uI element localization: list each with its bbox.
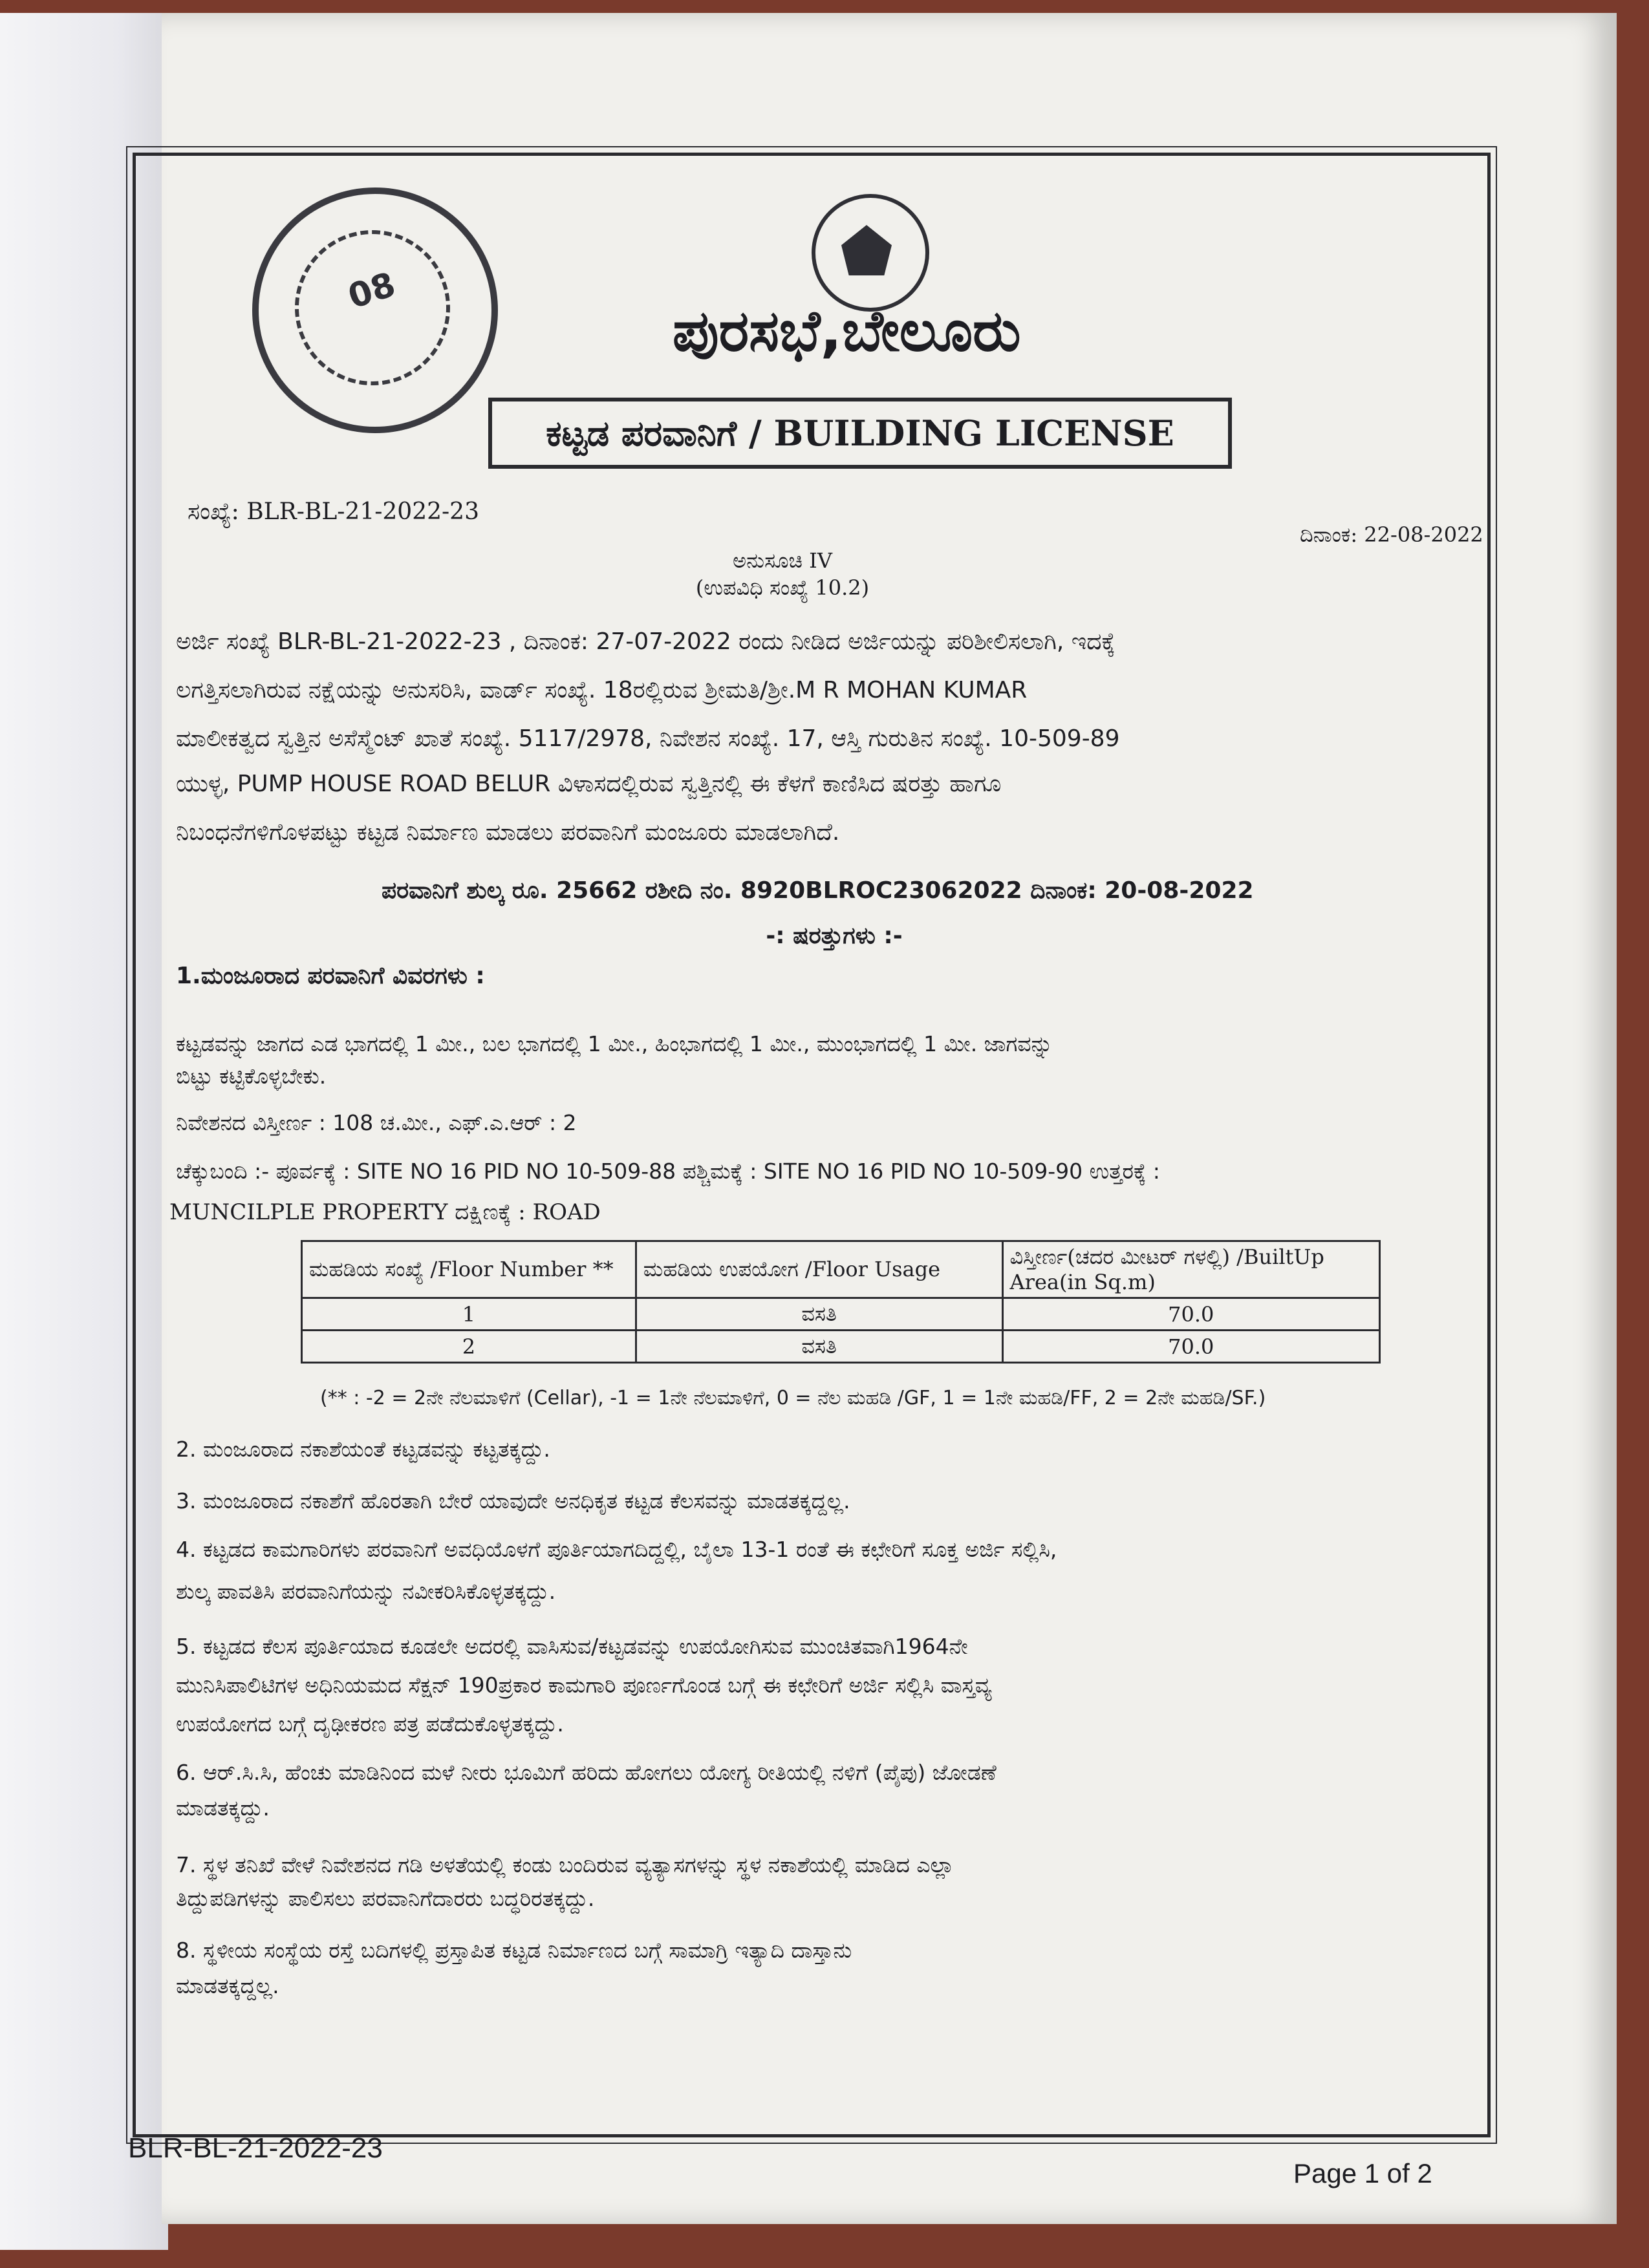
- table-cell: ವಸತಿ: [636, 1298, 1002, 1331]
- table-row: [302, 1331, 1380, 1363]
- license-title-box: [488, 398, 1232, 469]
- schedule-label: ಅನುಸೂಚಿ IV: [733, 548, 832, 573]
- condition-8-line-1: 8. ಸ್ಥಳೀಯ ಸಂಸ್ಥೆಯ ರಸ್ತೆ ಬದಿಗಳಲ್ಲಿ ಪ್ರಸ್ತಾಪಿತ ಕಟ್ಟಡ ನಿರ್ಮಾಣದ ಬಗ್ಗೆ ಸಾಮಾಗ್ರಿ ಇತ್ಯಾದಿ ದಾಸ್ತಾನು: [176, 1938, 852, 1963]
- table-header-row: [302, 1241, 1380, 1298]
- intro-line-2: ಲಗತ್ತಿಸಲಾಗಿರುವ ನಕ್ಷೆಯನ್ನು ಅನುಸರಿಸಿ, ವಾರ್ಡ್ ಸಂಖ್ಯೆ. 18ರಲ್ಲಿರುವ ಶ್ರೀಮತಿ/ಶ್ರೀ.M R MOHAN KUMAR: [176, 677, 1028, 703]
- section1-heading: 1.ಮಂಜೂರಾದ ಪರವಾನಿಗೆ ವಿವರಗಳು :: [176, 963, 485, 989]
- column-header: ಮಹಡಿಯ ಉಪಯೋಗ /Floor Usage: [636, 1241, 1002, 1298]
- floor-table-note: (** : -2 = 2ನೇ ನೆಲಮಾಳಿಗೆ (Cellar), -1 = 1ನೇ ನೆಲಮಾಳಿಗೆ, 0 = ನೆಲ ಮಹಡಿ /GF, 1 = 1ನೇ ಮಹಡಿ/FF, 2 = 2ನೇ ಮಹಡಿ/SF.): [320, 1387, 1266, 1409]
- condition-7-line-2: ತಿದ್ದುಪಡಿಗಳನ್ನು ಪಾಲಿಸಲು ಪರವಾನಿಗೆದಾರರು ಬದ್ಧರಿರತಕ್ಕದ್ದು.: [176, 1886, 595, 1911]
- column-header: ಮಹಡಿಯ ಸಂಖ್ಯೆ /Floor Number **: [302, 1241, 636, 1298]
- table-cell: ವಸತಿ: [636, 1331, 1002, 1363]
- setback-line-1: ಕಟ್ಟಡವನ್ನು ಜಾಗದ ಎಡ ಭಾಗದಲ್ಲಿ 1 ಮೀ., ಬಲ ಭಾಗದಲ್ಲಿ 1 ಮೀ., ಹಿಂಭಾಗದಲ್ಲಿ 1 ಮೀ., ಮುಂಭಾಗದಲ್ಲಿ 1 ಮೀ. ಜಾಗವನ್ನು: [176, 1031, 1053, 1056]
- table-cell: 2: [302, 1331, 636, 1363]
- license-number: ಸಂಖ್ಯೆ: BLR-BL-21-2022-23: [188, 498, 479, 525]
- intro-line-1: ಅರ್ಜಿ ಸಂಖ್ಯೆ BLR-BL-21-2022-23 , ದಿನಾಂಕ: 27-07-2022 ರಂದು ನೀಡಿದ ಅರ್ಜಿಯನ್ನು ಪರಿಶೀಲಿಸಲಾಗಿ, ಇದಕ್ಕೆ: [176, 628, 1116, 655]
- condition-5-line-1: 5. ಕಟ್ಟಡದ ಕೆಲಸ ಪೂರ್ತಿಯಾದ ಕೂಡಲೇ ಅದರಲ್ಲಿ ವಾಸಿಸುವ/ಕಟ್ಟಡವನ್ನು ಉಪಯೋಗಿಸುವ ಮುಂಚಿತವಾಗಿ1964ನೇ: [176, 1634, 968, 1659]
- footer-document-id: BLR-BL-21-2022-23: [128, 2132, 383, 2164]
- table-cell: 70.0: [1002, 1331, 1379, 1363]
- condition-4-line-1: 4. ಕಟ್ಟಡದ ಕಾಮಗಾರಿಗಳು ಪರವಾನಿಗೆ ಅವಧಿಯೊಳಗೆ ಪೂರ್ತಿಯಾಗದಿದ್ದಲ್ಲಿ, ಬೈಲಾ 13-1 ರಂತೆ ಈ ಕಛೇರಿಗೆ ಸೂಕ್ತ ಅರ್ಜಿ ಸಲ್ಲಿಸಿ,: [176, 1537, 1057, 1562]
- intro-line-5: ನಿಬಂಧನೆಗಳಿಗೊಳಪಟ್ಟು ಕಟ್ಟಡ ನಿರ್ಮಾಣ ಮಾಡಲು ಪರವಾನಿಗೆ ಮಂಜೂರು ಮಾಡಲಾಗಿದೆ.: [176, 819, 840, 846]
- license-title: ಕಟ್ಟಡ ಪರವಾನಿಗೆ / BUILDING LICENSE: [546, 412, 1174, 454]
- conditions-heading: -: ಷರತ್ತುಗಳು :-: [766, 923, 903, 949]
- footer-page-number: Page 1 of 2: [1293, 2158, 1432, 2188]
- seal-date: 08: [343, 265, 400, 317]
- condition-6-line-1: 6. ಆರ್.ಸಿ.ಸಿ, ಹೆಂಚು ಮಾಡಿನಿಂದ ಮಳೆ ನೀರು ಭೂಮಿಗೆ ಹರಿದು ಹೋಗಲು ಯೋಗ್ಯ ರೀತಿಯಲ್ಲಿ ನಳಿಗೆ (ಪೈಪು) ಜೋಡಣೆ: [176, 1760, 997, 1785]
- intro-line-3: ಮಾಲೀಕತ್ವದ ಸ್ವತ್ತಿನ ಅಸೆಸ್ಮೆಂಟ್ ಖಾತೆ ಸಂಖ್ಯೆ. 5117/2978, ನಿವೇಶನ ಸಂಖ್ಯೆ. 17, ಆಸ್ತಿ ಗುರುತಿನ ಸಂಖ್ಯೆ. 10-509-89: [176, 725, 1120, 752]
- office-title: ಪುರಸಭೆ,ಬೇಲೂರು: [673, 297, 1021, 364]
- boundary-line-2: MUNCILPLE PROPERTY ದಕ್ಷಿಣಕ್ಕೆ : ROAD: [169, 1199, 601, 1225]
- table-cell: 70.0: [1002, 1298, 1379, 1331]
- license-date: ದಿನಾಂಕ: 22-08-2022: [1300, 522, 1483, 547]
- sub-rule-label: (ಉಪವಿಧಿ ಸಂಖ್ಯೆ 10.2): [695, 575, 870, 600]
- office-seal-stamp: [252, 187, 498, 433]
- condition-5-line-3: ಉಪಯೋಗದ ಬಗ್ಗೆ ದೃಢೀಕರಣ ಪತ್ರ ಪಡೆದುಕೊಳ್ಳತಕ್ಕದ್ದು.: [176, 1711, 564, 1737]
- condition-5-line-2: ಮುನಿಸಿಪಾಲಿಟಿಗಳ ಅಧಿನಿಯಮದ ಸೆಕ್ಷನ್ 190ಪ್ರಕಾರ ಕಾಮಗಾರಿ ಪೂರ್ಣಗೊಂಡ ಬಗ್ಗೆ ಈ ಕಛೇರಿಗೆ ಅರ್ಜಿ ಸಲ್ಲಿಸಿ ವಾಸ್ತವ್ಯ: [176, 1673, 992, 1698]
- condition-7-line-1: 7. ಸ್ಥಳ ತನಿಖೆ ವೇಳೆ ನಿವೇಶನದ ಗಡಿ ಅಳತೆಯಲ್ಲಿ ಕಂಡು ಬಂದಿರುವ ವ್ಯತ್ಯಾಸಗಳನ್ನು ಸ್ಥಳ ನಕಾಶೆಯಲ್ಲಿ ಮಾಡಿದ ಎಲ್ಲಾ: [176, 1852, 954, 1878]
- table-row: [302, 1298, 1380, 1331]
- condition-4-line-2: ಶುಲ್ಕ ಪಾವತಿಸಿ ಪರವಾನಿಗೆಯನ್ನು ನವೀಕರಿಸಿಕೊಳ್ಳತಕ್ಕದ್ದು.: [176, 1579, 556, 1604]
- municipal-emblem-icon: [812, 194, 929, 312]
- fee-line: ಪರವಾನಿಗೆ ಶುಲ್ಕ ರೂ. 25662 ರಶೀದಿ ನಂ. 8920BLROC23062022 ದಿನಾಂಕ: 20-08-2022: [382, 877, 1254, 904]
- boundary-line-1: ಚೆಕ್ಕುಬಂದಿ :- ಪೂರ್ವಕ್ಕೆ : SITE NO 16 PID NO 10-509-88 ಪಶ್ಚಿಮಕ್ಕೆ : SITE NO 16 PID NO 10-509-90 ಉತ್ತರಕ್ಕೆ :: [176, 1159, 1160, 1184]
- intro-line-4: ಯುಳ್ಳ, PUMP HOUSE ROAD BELUR ವಿಳಾಸದಲ್ಲಿರುವ ಸ್ವತ್ತಿನಲ್ಲಿ ಈ ಕೆಳಗೆ ಕಾಣಿಸಿದ ಷರತ್ತು ಹಾಗೂ: [176, 771, 1002, 797]
- column-header: ವಿಸ್ತೀರ್ಣ(ಚದರ ಮೀಟರ್ ಗಳಲ್ಲಿ) /BuiltUp Area(in Sq.m): [1002, 1241, 1379, 1298]
- site-area: ನಿವೇಶನದ ವಿಸ್ತೀರ್ಣ : 108 ಚ.ಮೀ., ಎಫ್.ಎ.ಆರ್ : 2: [176, 1110, 577, 1135]
- condition-8-line-2: ಮಾಡತಕ್ಕದ್ದಲ್ಲ.: [176, 1973, 279, 1998]
- setback-line-2: ಬಿಟ್ಟು ಕಟ್ಟಿಕೊಳ್ಳಬೇಕು.: [176, 1064, 327, 1089]
- floor-table: [301, 1240, 1381, 1364]
- table-cell: 1: [302, 1298, 636, 1331]
- condition-2: 2. ಮಂಜೂರಾದ ನಕಾಶೆಯಂತೆ ಕಟ್ಟಡವನ್ನು ಕಟ್ಟತಕ್ಕದ್ದು.: [176, 1437, 550, 1462]
- condition-6-line-2: ಮಾಡತಕ್ಕದ್ದು.: [176, 1795, 270, 1821]
- condition-3: 3. ಮಂಜೂರಾದ ನಕಾಶೆಗೆ ಹೊರತಾಗಿ ಬೇರೆ ಯಾವುದೇ ಅನಧಿಕೃತ ಕಟ್ಟಡ ಕೆಲಸವನ್ನು ಮಾಡತಕ್ಕದ್ದಲ್ಲ.: [176, 1488, 850, 1514]
